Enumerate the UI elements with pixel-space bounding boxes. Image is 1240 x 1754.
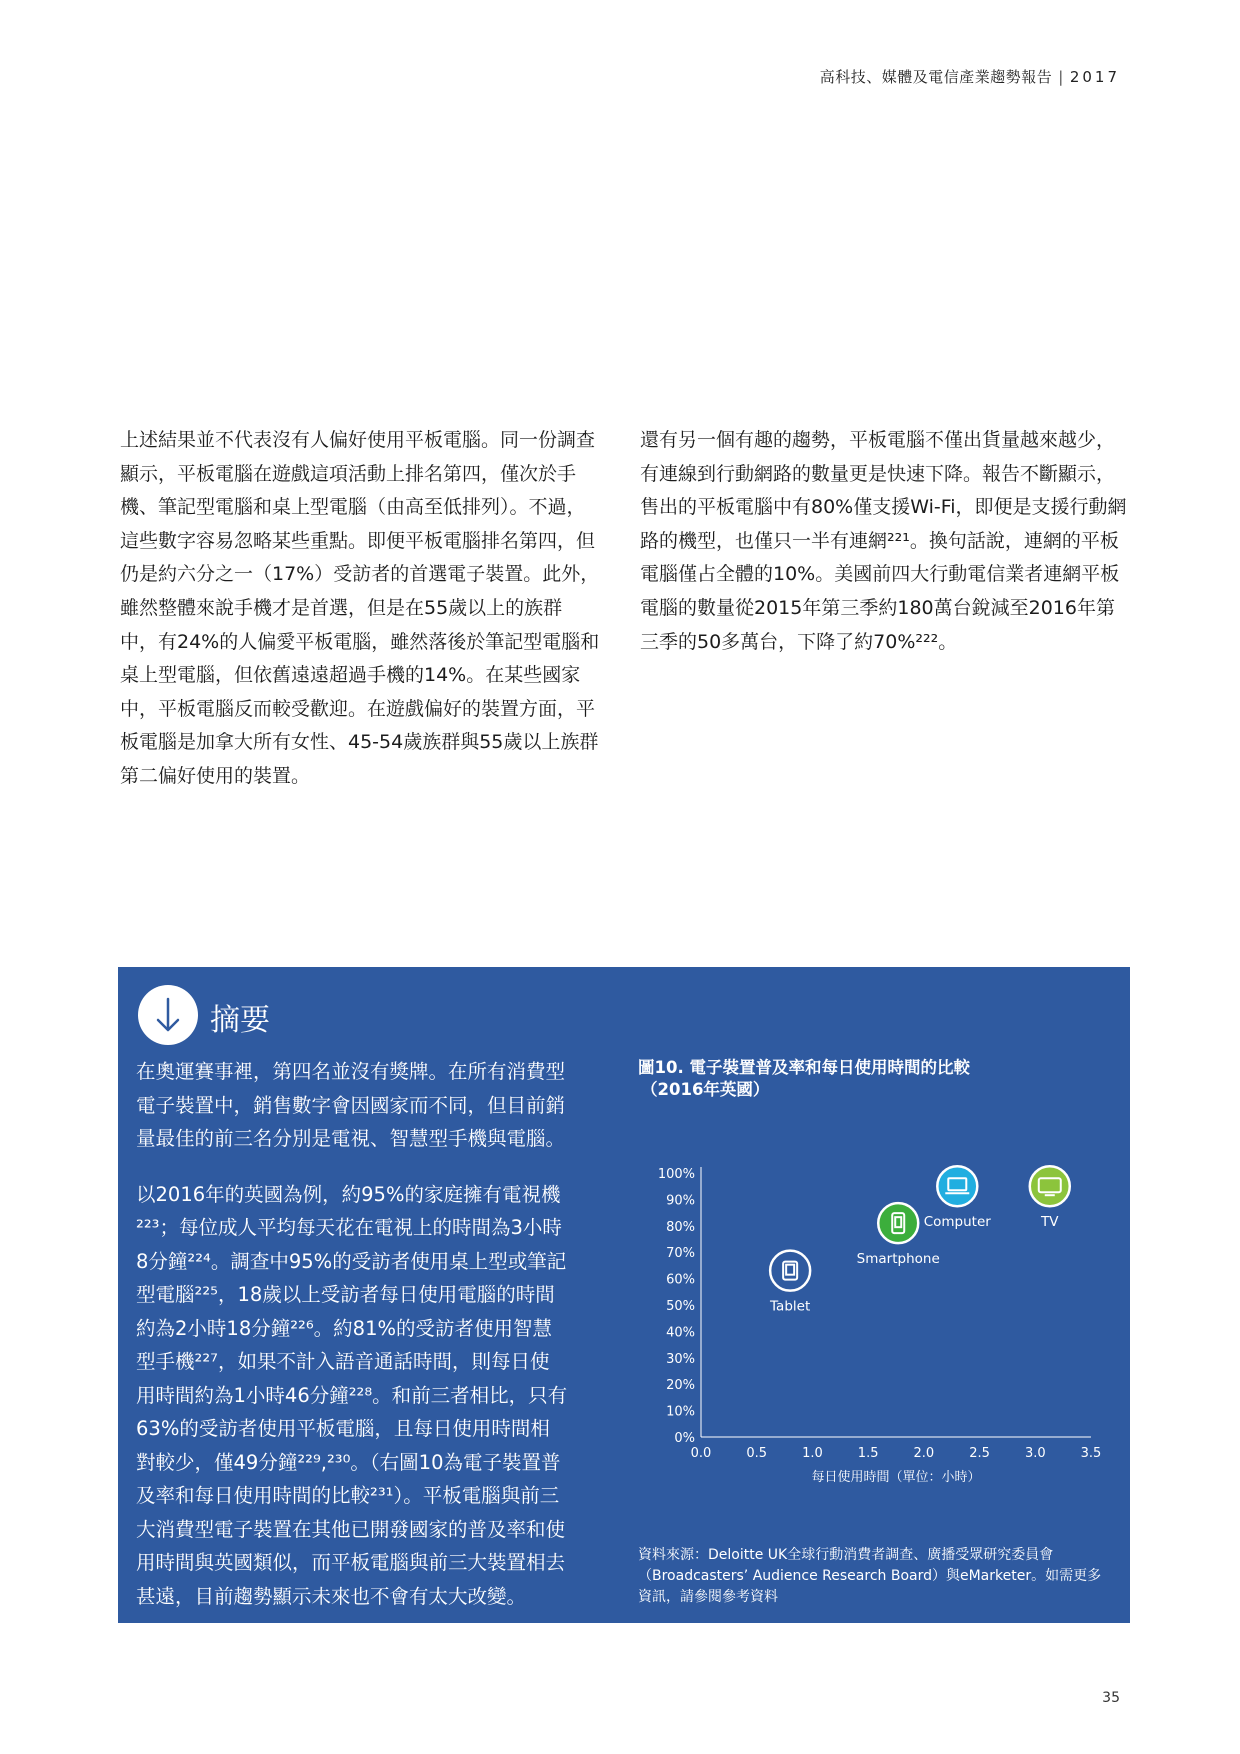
summary-paragraph-2: 以2016年的英國為例，約95%的家庭擁有電視機²²³；每位成人平均每天花在電視上的時間為3小時8分鐘²²⁴。調查中95%的受訪者使用桌上型或筆記型電腦²²⁵，18歲以上受訪者每日使用電腦的時間約為2小時18分鐘²²⁶。約81%的受訪者使用智慧型手機²²⁷，如果不計入語音通話時間，則每日使用時間約為1小時46分鐘²²⁸。和前三者相比，只有63%的受訪者使用平板電腦，且每日使用時間相對較少，僅49分鐘²²⁹,²³⁰。（右圖10為電子裝置普及率和每日使用時間的比較²³¹）。平板電腦與前三大消費型電子裝置在其他已開發國家的普及率和使用時間與英國類似，而平板電腦與前三大裝置相去甚遠，目前趨勢顯示未來也不會有太大改變。 [136, 1182, 568, 1608]
x-tick-label: 1.0 [802, 1446, 823, 1461]
summary-box [118, 967, 1130, 1623]
data-point-smartphone [878, 1203, 918, 1243]
report-year: 2017 [1069, 68, 1120, 86]
data-point-tv [1030, 1166, 1070, 1206]
x-tick-label: 3.0 [1024, 1446, 1046, 1461]
data-point-computer [937, 1166, 977, 1206]
y-tick-label: 30% [666, 1351, 695, 1367]
figure-title-line-2: （2016年英國） [641, 1080, 770, 1099]
y-tick-label: 40% [666, 1325, 695, 1341]
page-number: 35 [1102, 1690, 1120, 1706]
x-tick-label: 3.5 [1080, 1446, 1102, 1461]
figure-title-line-1: 圖10. 電子裝置普及率和每日使用時間的比較 [638, 1058, 970, 1077]
x-tick-label: 1.5 [857, 1446, 879, 1461]
summary-text [136, 1055, 568, 1613]
running-header [820, 66, 1120, 87]
summary-paragraph-1: 在奧運賽事裡，第四名並沒有獎牌。在所有消費型電子裝置中，銷售數字會因國家而不同，但目前銷量最佳的前三名分別是電視、智慧型手機與電腦。 [136, 1060, 566, 1150]
point-label: Smartphone [856, 1251, 940, 1268]
right-column [640, 424, 1130, 659]
y-tick-label: 20% [666, 1378, 695, 1394]
summary-title: 摘要 [210, 1003, 270, 1038]
x-axis-label: 每日使用時間（單位：小時） [811, 1470, 981, 1485]
point-label: Computer [923, 1214, 991, 1231]
y-tick-label: 70% [666, 1246, 695, 1262]
x-tick-label: 2.5 [969, 1446, 990, 1461]
left-paragraph: 上述結果並不代表沒有人偏好使用平板電腦。同一份調查顯示，平板電腦在遊戲這項活動上排名第四，僅次於手機、筆記型電腦和桌上型電腦（由高至低排列）。不過，這些數字容易忽略某些重點。即便平板電腦排名第四，但仍是約六分之一（17%）受訪者的首選電子裝置。此外，雖然整體來說手機才是首選，但是在55歲以上的族群中，有24%的人偏愛平板電腦，雖然落後於筆記型電腦和桌上型電腦，但依舊遠遠超過手機的14%。在某些國家中，平板電腦反而較受歡迎。在遊戲偏好的裝置方面，平板電腦是加拿大所有女性、45-54歲族群與55歲以上族群第二偏好使用的裝置。 [120, 429, 600, 787]
y-tick-label: 60% [666, 1272, 695, 1288]
header-separator: | [1058, 68, 1064, 86]
y-tick-label: 0% [674, 1431, 695, 1446]
point-label: Tablet [770, 1298, 811, 1315]
x-tick-label: 0.0 [690, 1446, 712, 1461]
data-point-tablet [770, 1251, 810, 1291]
point-label: TV [1041, 1214, 1059, 1231]
left-column [120, 424, 600, 794]
right-paragraph: 還有另一個有趣的趨勢，平板電腦不僅出貨量越來越少，有連線到行動網路的數量更是快速下降。報告不斷顯示，售出的平板電腦中有80%僅支援Wi-Fi，即便是支援行動網路的機型，也僅只一半有連網²²¹。換句話說，連網的平板電腦僅占全體的10%。美國前四大行動電信業者連網平板電腦的數量從2015年第三季約180萬台銳減至2016年第三季的50多萬台，下降了約70%²²²。 [640, 429, 1127, 653]
x-tick-label: 0.5 [746, 1446, 768, 1461]
adoption-usage-chart [638, 1137, 1118, 1517]
report-title: 高科技、媒體及電信產業趨勢報告 [819, 68, 1053, 86]
y-tick-label: 100% [657, 1167, 695, 1182]
y-tick-label: 10% [666, 1404, 695, 1420]
figure-source: 資料來源：Deloitte UK全球行動消費者調查、廣播受眾研究委員會（Broadcasters’ Audience Research Board）與eMarketer。如需更多資訊，請參閱參考資料 [638, 1547, 1102, 1605]
figure-title [638, 1057, 1108, 1101]
y-tick-label: 50% [666, 1299, 695, 1314]
x-tick-label: 2.0 [913, 1446, 935, 1461]
y-tick-label: 80% [666, 1219, 695, 1235]
y-tick-label: 90% [666, 1193, 695, 1209]
down-arrow-icon [138, 985, 198, 1045]
